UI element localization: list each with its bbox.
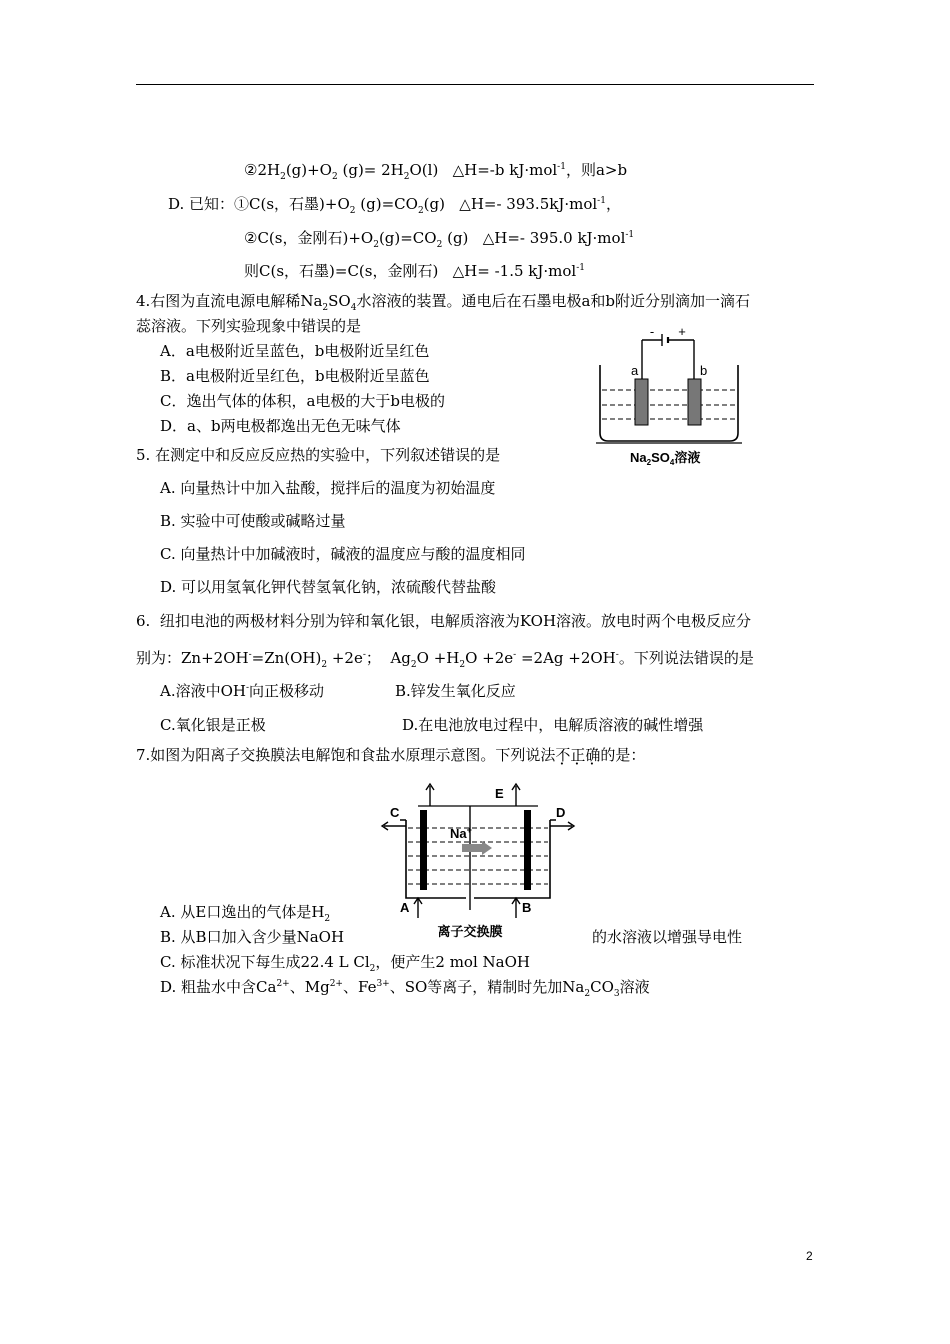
electrode-a-label: a — [631, 363, 639, 378]
sodium-ion-label: Na+ — [450, 825, 472, 841]
q4-option-a: A．a电极附近呈蓝色，b电极附近呈红色 — [160, 342, 430, 360]
electrode-a — [635, 379, 648, 425]
q4-stem-line-1: 4.右图为直流电源电解稀$Na_2SO_4$水溶液的装置。通电后在石墨电极a和b附近分别滴加一滴石 — [136, 292, 750, 313]
q5-option-c: C. 向量热计中加碱液时，碱液的温度应与酸的温度相同 — [160, 545, 526, 563]
ion-arrow-body — [462, 844, 482, 852]
q6-option-b: B.锌发生氧化反应 — [395, 682, 516, 700]
q6-stem-line-2: 别为：$Zn+2OH^-=Zn(OH)_2 +2e^-$； $Ag_2O +H_2O +2e^- =2Ag +2OH^-$。下列说法错误的是 — [136, 649, 754, 670]
q6-option-a: A.溶液中OH-向正极移动 — [160, 682, 325, 700]
label-D: D — [556, 805, 566, 820]
q6-option-d: D.在电池放电过程中，电解质溶液的碱性增强 — [402, 716, 704, 734]
label-B: B — [522, 900, 532, 915]
label-A: A — [400, 900, 410, 915]
page-number: 2 — [806, 1249, 813, 1263]
emphasis-char-1: 不 — [555, 746, 571, 764]
q4-option-c: C．逸出气体的体积，a电极的大于b电极的 — [160, 392, 446, 410]
solution-caption: $Na_2SO_4$溶液 — [630, 450, 701, 467]
header-rule — [136, 84, 814, 85]
left-electrode — [420, 810, 427, 890]
q7-option-b-right: 的水溶液以增强导电性 — [592, 928, 743, 946]
q5-option-a: A. 向量热计中加入盐酸，搅拌后的温度为初始温度 — [160, 479, 496, 497]
emphasis-char-3: 确 — [585, 746, 601, 764]
q7-option-b-left: B. 从B口加入含少量NaOH — [160, 928, 345, 946]
equation-line-2: $②2H_2(g)+O_2$ $(g)= 2H_2O(l)$ △H=-b kJ·mol$^{-1}$，则a>b — [244, 161, 628, 182]
option-d-line-2: ②C(s，金刚石)$+O_2(g)=CO_2$ (g) △H=- 395.0 kJ·mol$^{-1}$ — [244, 229, 635, 250]
electrode-b-label: b — [700, 363, 708, 378]
electrolysis-figure — [590, 325, 750, 470]
q6-option-c: C.氧化银是正极 — [160, 716, 266, 734]
label-E: E — [495, 786, 504, 801]
q5-option-d: D. 可以用氢氧化钾代替氢氧化钠，浓硫酸代替盐酸 — [160, 578, 497, 596]
q6-stem-line-1: 6. 纽扣电池的两极材料分别为锌和氧化银，电解质溶液为KOH溶液。放电时两个电极反应分 — [136, 612, 752, 630]
option-d-line-3: 则C(s，石墨)=C(s，金刚石) △H= -1.5 kJ·mol$^{-1}$ — [244, 262, 585, 280]
q5-option-b: B. 实验中可使酸或碱略过量 — [160, 512, 346, 530]
q4-option-d: D．a、b两电极都逸出无色无味气体 — [160, 417, 401, 435]
option-d-line-1: D. 已知：①C(s，石墨)$+O_2$ $(g)=CO_2(g)$ △H=- 393.5kJ·mol$^{-1}$， — [168, 195, 621, 216]
q4-stem-line-2: 蕊溶液。下列实验现象中错误的是 — [136, 317, 362, 335]
q4-option-b: B．a电极附近呈红色，b电极附近呈蓝色 — [160, 367, 430, 385]
q7-option-a: A. 从E口逸出的气体是$H_2$ — [160, 903, 331, 924]
right-electrode — [524, 810, 531, 890]
q7-option-d: D. 粗盐水中含$Ca^{2+}$、$Mg^{2+}$、$Fe^{3+}$、SO等离子，精制时先加$Na_2CO_3$溶液 — [160, 978, 650, 999]
electrode-b — [688, 379, 701, 425]
plus-label: + — [678, 325, 686, 339]
q7-option-c: C. 标准状况下每生成22.4 L $Cl_2$，便产生2 mol NaOH — [160, 953, 530, 974]
membrane-cell-figure — [378, 780, 578, 942]
minus-label: - — [649, 325, 655, 339]
membrane-caption: 离子交换膜 — [437, 924, 503, 939]
ion-arrow-head — [482, 841, 492, 855]
emphasis-char-2: 正 — [570, 746, 586, 764]
q5-stem: 5. 在测定中和反应反应热的实验中，下列叙述错误的是 — [136, 446, 501, 464]
q7-stem: 7.如图为阳离子交换膜法电解饱和食盐水原理示意图。下列说法不正确的是： — [136, 746, 646, 764]
label-C: C — [390, 805, 400, 820]
